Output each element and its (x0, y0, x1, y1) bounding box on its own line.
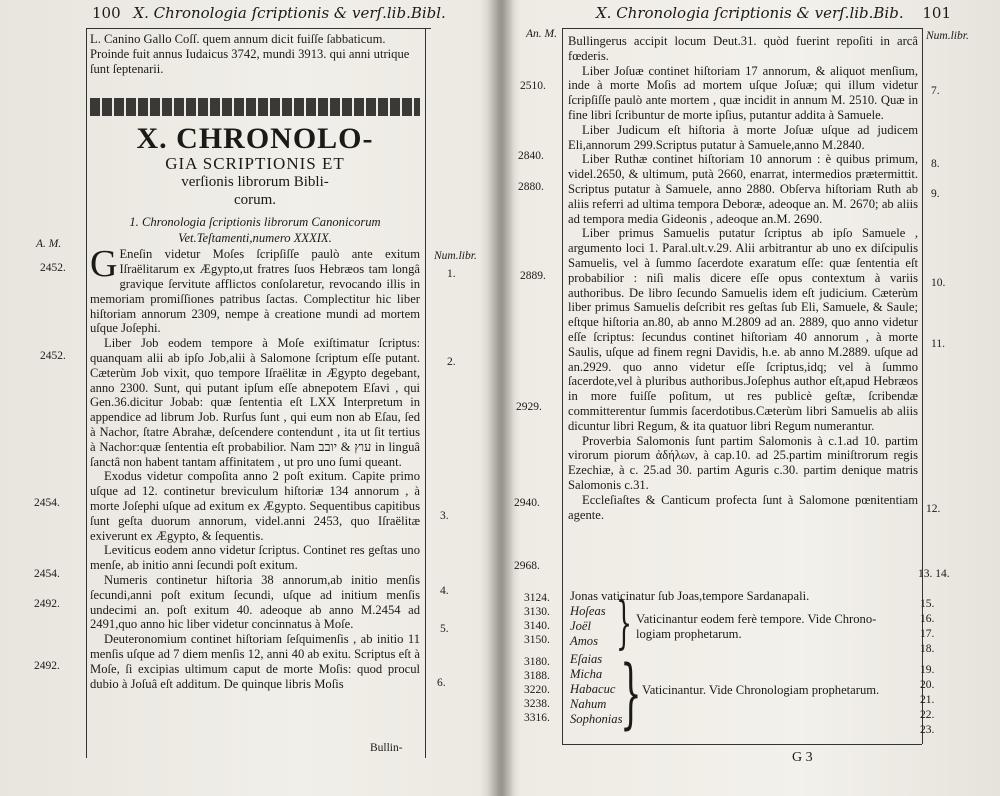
right-page-number: 101 (922, 4, 952, 22)
paragraph-numeri: Numeris continetur hiſtoria 38 annorum,ab initio menſis ſecundi,anni poſt exitum ſecundi, uſque ad initium menſis undecimi an. poſt exitum 40. adeoque ab anno M.2454 ad 2491,quo anno hic liber videtur concinnatus à Moſe. (90, 572, 420, 632)
prophet-num-20: 20. (920, 679, 935, 691)
left-booknum-3: 3. (440, 510, 449, 522)
left-inner-rule (86, 28, 87, 758)
left-year-4: 2454. (34, 568, 60, 580)
prophet-year-8: 3238. (524, 698, 550, 710)
right-inner-rule (562, 28, 563, 744)
right-header-rule (562, 28, 922, 29)
left-running-header (92, 4, 446, 22)
group1-text-b: logiam prophetarum. (636, 627, 742, 641)
drop-cap-g: G (90, 243, 118, 286)
prophet-num-15: 15. (920, 598, 935, 610)
left-col-label-am: A. M. (36, 238, 62, 250)
right-year-4: 2889. (520, 270, 546, 282)
left-booknum-1: 1. (447, 268, 456, 280)
right-booknum-8: 8. (931, 158, 940, 170)
paragraph-ruthae: Liber Ruthæ continet hiſtoriam 10 annorum : è quibus primum, videl.2650, & ultimum, putà 2660, enarrat, intermedios prætermittit. Scriptus putatur à Samuele, anno 2880. Obſerva hiſtoriam Ruth ab aliis referri ad ultima tempora Deboræ, adeoque an. M. 2670; ab aliis ad tempora media Gideonis , adeoque an.M. 2690. (568, 152, 918, 226)
prophet-amos: Amos (570, 634, 598, 648)
paragraph-josuae: Liber Joſuæ continet hiſtoriam 17 annorum, & aliquot menſium, inde à morte Moſis ad mortem uſque Joſuæ; qui illum videtur ſcripſiſſe paulò ante mortem , quæ incidit in annum M. 2510. Quæ in fine libri ſcribuntur de morte ipſius, putantur addita à Samuele. (568, 63, 918, 122)
prophet-year-7: 3220. (524, 684, 550, 696)
left-year-6: 2492. (34, 660, 60, 672)
prophet-year-9: 3316. (524, 712, 550, 724)
paragraph-genesis-text: Eneſin videtur Moſes ſcripſiſſe paulò ante exitum Iſraëlitarum ex Ægypto,ut fratres ſuos Hebræos tam longâ gravique ſervitute afflictos conſolaretur, revocando illis in memoriam promiſſiones patribus ſactas. Complectitur hic liber hiſtoriam annorum 2309, nempe à creatione mundi ad mortem uſque Joſephi. (90, 247, 420, 336)
right-booknum-7: 7. (931, 85, 940, 97)
right-year-6: 2940. (514, 497, 540, 509)
left-outer-rule (425, 28, 426, 758)
left-col-label-num: Num.libr. (434, 250, 477, 262)
right-col-label-num: Num.libr. (926, 30, 969, 42)
right-running-header (596, 4, 959, 22)
right-year-3: 2880. (518, 181, 544, 193)
group2-names (570, 652, 622, 727)
prophet-num-19: 19. (920, 664, 935, 676)
paragraph-job: Liber Job eodem tempore à Moſe exiſtimatur ſcriptus: quanquam alii ab ipſo Job,alii à Salomone ſcriptum eſſe putant. Cæterùm Job vixit, quo tempore Iſraëlitæ in Ægypto degebant, anno 2300. Sunt, qui putant ipſum eſſe abnepotem Eſavi , qui Gen.36.dicitur Jobab: quæ ſententia eſt LXX Interpretum in appendice ad librum Job. Rurſus ſunt , qui eum non ab Eſau, ſed à Nachor, ſtatre Abrahæ, deſcendere contendunt , ita ut ſit tertius à Nachor:quæ ſententia eſt probabilior. Nam עוץ & יובב in linguâ ſanctâ non habent tantam affinitatem , ut pro uno ſumi queant. (90, 336, 420, 469)
paragraph-ecclesiastes: Eccleſiaſtes & Canticum profecta ſunt à Salomone pœnitentiam agente. (568, 492, 918, 522)
left-header-rule (86, 28, 431, 29)
prophet-year-1: 3124. (524, 592, 550, 604)
prophet-nahum: Nahum (570, 697, 607, 711)
right-header-title: X. Chronologia ſcriptionis & verſ.lib.Bib. (596, 4, 904, 22)
left-year-2: 2452. (40, 350, 66, 362)
right-year-1: 2510. (520, 80, 546, 92)
prophet-joel: Joël (570, 619, 591, 633)
prophet-num-16: 16. (920, 613, 935, 625)
left-catchword: Bullin- (370, 742, 403, 754)
prophet-sophonias: Sophonias (570, 712, 623, 726)
paragraph-exodus: Exodus videtur compoſita anno 2 poſt exitum. Capite primo uſque ad 12. continetur breviculum hiſtoriæ 134 annorum , à morte Joſephi uſque ad exitum ex Ægypto. Sequentibus capitibus ſunt geſta duorum annorum, videl.anni 2453, quo Iſraëlitæ exiverunt ex Ægypto, & ſequentis. (90, 469, 420, 543)
prophet-year-6: 3188. (524, 670, 550, 682)
prophet-num-21: 21. (920, 694, 935, 706)
paragraph-genesis (90, 243, 420, 336)
left-year-5: 2492. (34, 598, 60, 610)
right-text-column (568, 34, 918, 522)
right-booknum-11: 11. (931, 338, 945, 350)
prophet-year-2: 3130. (524, 606, 550, 618)
right-year-7: 2968. (514, 560, 540, 572)
left-page-number: 100 (92, 4, 121, 22)
prophet-year-5: 3180. (524, 656, 550, 668)
right-year-5: 2929. (516, 401, 542, 413)
prophet-year-3: 3140. (524, 620, 550, 632)
right-booknum-12: 12. (926, 503, 941, 515)
left-booknum-6: 6. (437, 677, 446, 689)
right-booknum-13-14: 13. 14. (918, 568, 950, 580)
prophet-hoseas: Hoſeas (570, 604, 606, 618)
prophet-num-17: 17. (920, 628, 935, 640)
intro-line-1: L. Canino Gallo Coſſ. quem annum dicit fuiſſe ſabbaticum. (90, 32, 386, 46)
left-year-1: 2452. (40, 262, 66, 274)
paragraph-deuteronomium: Deuteronomium continet hiſtoriam ſeſquimenſis , ab initio 11 menſis uſque ad 7 diem menſis 12, anni 40 ab exitu. Scriptus eſt à Moſe, ſi excipias ultimum caput de morte Moſis: quod procul dubio à Joſuâ eſt additum. De quinque libris Moſis (90, 632, 420, 691)
chapter-title: X. CHRONOLO- (136, 122, 374, 156)
intro-line-3: ſunt ſeptenarii. (90, 61, 164, 76)
left-page (0, 0, 492, 796)
section-heading-1: 1. Chronologia ſcriptionis librorum Canonicorum (129, 215, 381, 230)
prophet-num-22: 22. (920, 709, 935, 721)
left-year-3: 2454. (34, 497, 60, 509)
prophet-num-18: 18. (920, 643, 935, 655)
left-header-title: X. Chronologia ſcriptionis & verſ.lib.Bibl. (133, 4, 446, 22)
paragraph-samuelis: Liber primus Samuelis putatur ſcriptus ab ipſo Samuele , argumento loci 1. Paral.ult.v.29. Alii arbitrantur ab uno ex diſcipulis Samuelis, vel à ſummo ſacerdote exaratum eſſe: quæ ſententia eſt probabilior : niſi malis dicere eſſe opus contextum à variis authoribus. De libro ſecundo Samuelis idem eſt judicium. Cæterùm liber primus Samuelis deſcribit res geſtas ſub Eli, Samuele, & Saule; eſtque hiſtoria an.80, ab anno M.2809 ad an. 2889, quo anno videtur eſſe ſcriptus: ſecundus continet hiſtoriam 40 annorum , à morte Saulis, uſque ad finem regni Davidis, h.e. ab anno M.2889. uſque ad an.2929. quo anno videtur eſſe ſcriptus,idq; vel à ſummo ſacerdote,vel à pluribus authoribus.Joſephus author eſt,apud Hebræos in more fuiſſe poſitum, ut res publicè geſtæ, ſcribendæ committerentur ſummis ſacerdotibus.Cæterùm libri Samuelis ab aliis dicuntur libri Regum, & ita quatuor libri Regum numerantur. (568, 226, 918, 433)
right-year-2: 2840. (518, 150, 544, 162)
chapter-title-line-2: GIA SCRIPTIONIS ET (165, 154, 345, 174)
prophet-num-23: 23. (920, 724, 935, 736)
signature-mark: G 3 (792, 750, 813, 765)
prophet-habacuc: Habacuc (570, 682, 616, 696)
intro-line-2: Proinde fuit annus Iudaicus 3742, mundi 3913. qui anni utrique (90, 46, 410, 61)
jonas-line: Jonas vaticinatur ſub Joas,tempore Sardanapali. (570, 589, 810, 603)
section-heading-2: Vet.Teſtamenti,numero XXXIX. (178, 231, 332, 246)
ornament-band (90, 98, 420, 116)
right-page (508, 0, 1000, 796)
paragraph-proverbia: Proverbia Salomonis ſunt partim Salomonis à c.1.ad 10. partim virorum piorum ἀδήλων, à cap.10. ad 25.partim miniſtrorum regis Ezechiæ, à c. 25.ad 30. partim Aguris c.30. partim denique matris Salomonis c.31. (568, 433, 918, 492)
chapter-title-line-4: corum. (233, 192, 277, 209)
right-booknum-10: 10. (931, 277, 946, 289)
paragraph-bullingerus: Bullingerus accipit locum Deut.31. quòd fuerint repoſiti in arcâ fœderis. (568, 34, 918, 63)
group1-brace: } (616, 591, 633, 656)
right-booknum-9: 9. (931, 188, 940, 200)
group2-brace: } (620, 648, 642, 737)
prophet-esaias: Eſaias (570, 652, 603, 666)
right-col-label-am: An. M. (526, 28, 557, 40)
left-booknum-5: 5. (440, 623, 449, 635)
left-text-column (90, 32, 420, 691)
paragraph-judicum: Liber Judicum eſt hiſtoria à morte Joſuæ uſque ad judicem Eli,annorum 299.Scriptus putatur à Samuele,anno M.2840. (568, 122, 918, 152)
prophet-year-4: 3150. (524, 634, 550, 646)
prophet-micha: Micha (570, 667, 603, 681)
left-booknum-4: 4. (440, 585, 449, 597)
group1-names (570, 604, 606, 649)
left-booknum-2: 2. (447, 356, 456, 368)
chapter-title-line-3: verſionis librorum Bibli- (181, 174, 329, 191)
paragraph-leviticus: Leviticus eodem anno videtur ſcriptus. Continet res geſtas uno menſe, ab initio anni ſecundi poſt exitum. (90, 543, 420, 573)
group1-text-a: Vaticinantur eodem ferè tempore. Vide Chrono- (636, 612, 877, 626)
group2-text: Vaticinantur. Vide Chronologiam prophetarum. (642, 683, 880, 697)
right-bottom-rule (562, 744, 922, 745)
